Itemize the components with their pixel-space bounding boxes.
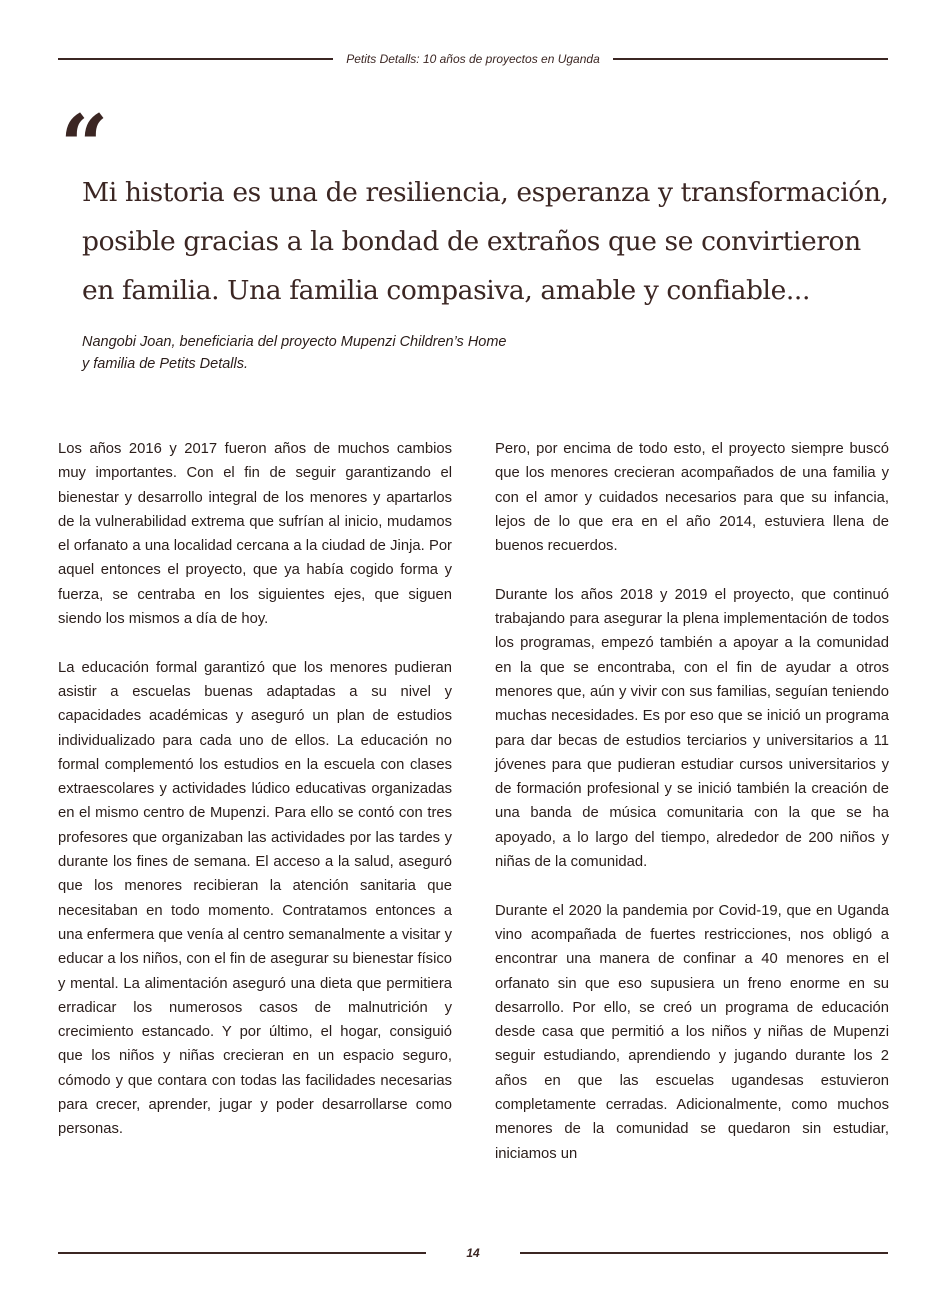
paragraph: Durante el 2020 la pandemia por Covid-19, que en Uganda vino acompañada de fuertes restricciones, nos obligó a encontrar una manera de confinar a 40 menores en el orfanato sin que eso supusiera un freno enorme en su desarrollo. Por ello, se creó un programa de educación desde casa que permitió a los niños y niñas de Mupenzi seguir estudiando, aprendiendo y jugando durante los 2 años en que las escuelas ugandesas estuvieron completamente cerradas. Adicionalmente, como muchos menores de la comunidad se quedaron sin estudiar, iniciamos un — [495, 902, 889, 1162]
attribution-line-1: Nangobi Joan, beneficiaria del proyecto Mupenzi Children’s Home — [82, 334, 507, 350]
header-title: Petits Detalls: 10 años de proyectos en Uganda — [346, 52, 600, 66]
quote-attribution — [82, 331, 642, 375]
footer-rule-right — [520, 1252, 888, 1254]
running-header — [58, 48, 888, 70]
paragraph: Pero, por encima de todo esto, el proyecto siempre buscó que los menores crecieran acompañados de una familia y con el amor y cuidados necesarios para que su infancia, lejos de lo que era en el año 2014, estuviera llena de buenos recuerdos. — [495, 441, 889, 555]
body-column-left — [58, 437, 452, 1166]
header-rule-left — [58, 58, 333, 60]
body-column-right — [495, 437, 889, 1190]
header-rule-right — [613, 58, 888, 60]
page-number: 14 — [466, 1246, 480, 1260]
footer-rule-left — [58, 1252, 426, 1254]
paragraph: Durante los años 2018 y 2019 el proyecto, que continuó trabajando para asegurar la plena implementación de todos los programas, empezó también a apoyar a la comunidad en la que se encontraba, con el fin de ayudar a otros menores que, aún y vivir con sus familias, seguían teniendo muchas necesidades. Es por eso que se inició un programa para dar becas de estudios terciarios y universitarios a 11 jóvenes para que pudieran estudiar cursos universitarios y de formación profesional y se inició también la creación de una banda de música comunitaria con la que se ha apoyado, a lo largo del tiempo, alrededor de 200 niños y niñas de la comunidad. — [495, 586, 889, 871]
pull-quote: Mi historia es una de resiliencia, esperanza y transformación, posible gracias a la bondad de extraños que se convirtieron en familia. Una familia compasiva, amable y confiable... — [82, 177, 889, 306]
page-footer — [58, 1242, 888, 1264]
attribution-line-2: y familia de Petits Detalls. — [82, 356, 249, 372]
quote-mark-icon: “ — [60, 96, 109, 195]
paragraph: La educación formal garantizó que los menores pudieran asistir a escuelas buenas adaptadas a su nivel y capacidades académicas y aseguró un plan de estudios individualizado para cada uno de ellos. La educación no formal complementó los estudios en la escuela con clases extraescolares y actividades lúdico educativas organizadas en el mismo centro de Mupenzi. Para ello se contó con tres profesores que organizaban las actividades por las tardes y durante los fines de semana. El acceso a la salud, aseguró que los menores recibieran la atención sanitaria que necesitaban en todo momento. Contratamos entonces a una enfermera que venía al centro semanalmente a visitar y educar a los niños, con el fin de asegurar su bienestar físico y mental. La alimentación aseguró una dieta que permitiera erradicar los numerosos casos de malnutrición y crecimiento estancado. Y por último, el hogar, consiguió que los niños y niñas crecieran en un espacio seguro, cómodo y que contara con todas las facilidades necesarias para crecer, aprender, jugar y poder desarrollarse como personas. — [58, 659, 452, 1138]
paragraph: Los años 2016 y 2017 fueron años de muchos cambios muy importantes. Con el fin de seguir garantizando el bienestar y desarrollo integral de los menores y apartarlos de la vulnerabilidad extrema que sufrían al inicio, mudamos el orfanato a una localidad cercana a la ciudad de Jinja. Por aquel entonces el proyecto, que ya había cogido forma y fuerza, se centraba en los siguientes ejes, que siguen siendo los mismos a día de hoy. — [58, 441, 452, 628]
